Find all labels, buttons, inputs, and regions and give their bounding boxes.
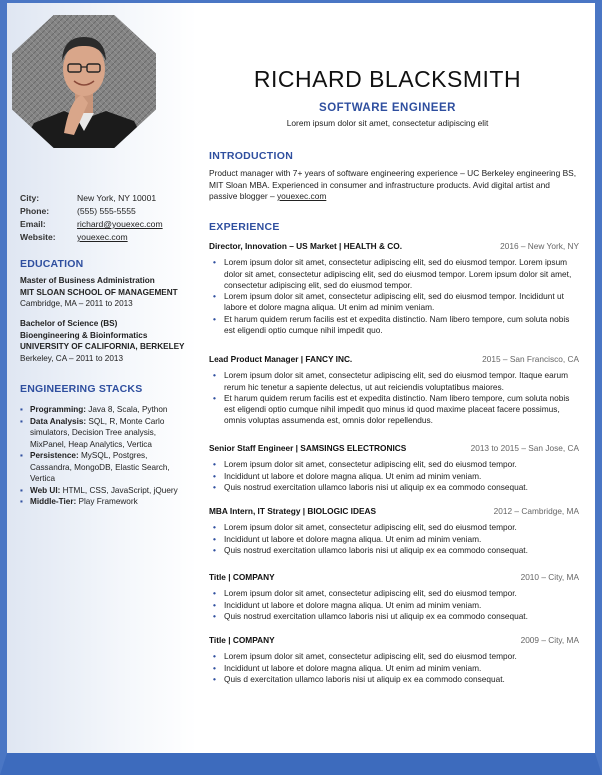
- experience-entry: [209, 506, 579, 556]
- school-location: Berkeley, CA – 2011 to 2013: [20, 353, 124, 363]
- list-item: • Quis nostrud exercitation ullamco laboris nisi ut aliquip ex ea commodo consequat.: [209, 545, 579, 556]
- contact-city: [20, 192, 163, 205]
- stack-text: MySQL, Postgres, Cassandra, MongoDB, Elastic Search, Vertica: [30, 451, 170, 483]
- position-meta: 2012 – Cambridge, MA: [493, 506, 579, 516]
- education-heading: EDUCATION: [20, 258, 84, 270]
- list-item: [20, 404, 188, 416]
- stack-label: Middle-Tier:: [30, 497, 77, 506]
- list-item: • Quis nostrud exercitation ullamco laboris nisi ut aliquip ex ea commodo consequat.: [209, 482, 579, 493]
- stacks-list: [20, 404, 188, 508]
- position-title: Title | COMPANY: [209, 635, 275, 645]
- contact-phone: [20, 205, 163, 218]
- stack-text: Play Framework: [76, 497, 138, 506]
- position-title: Senior Staff Engineer | SAMSINGS ELECTRONICS: [209, 443, 407, 453]
- intro-heading: INTRODUCTION: [209, 150, 294, 162]
- list-item: • Incididunt ut labore et dolore magna aliqua. Ut enim ad minim veniam.: [209, 471, 579, 482]
- stack-text: SQL, R, Monte Carlo simulators, Decision Tree analysis, MixPanel, Heap Analytics, Vertica: [30, 416, 165, 449]
- list-item: • Lorem ipsum dolor sit amet, consectetur adipiscing elit, sed do eiusmod tempor.: [209, 522, 579, 533]
- list-item: • Incididunt ut labore et dolore magna aliqua. Ut enim ad minim veniam.: [209, 534, 579, 545]
- education-entry: [20, 275, 190, 310]
- experience-heading: EXPERIENCE: [209, 221, 280, 233]
- degree: Master of Business Administration: [20, 276, 155, 285]
- website-link[interactable]: youexec.com: [77, 232, 128, 242]
- experience-entry: [209, 241, 579, 336]
- list-item: • Quis d exercitation ullamco laboris nisi ut aliquip ex ea commodo consequat.: [209, 674, 579, 685]
- intro-body: Product manager with 7+ years of software engineering experience – UC Berkeley engineering BS, MIT Sloan MBA. Experienced in consumer and infrastructure products. Avid digital artist and passive blogger –: [209, 168, 577, 201]
- list-item: • Incididunt ut labore et dolore magna aliqua. Ut enim ad minim veniam.: [209, 663, 579, 674]
- position-meta: 2013 to 2015 – San Jose, CA: [470, 443, 579, 453]
- list-item: [20, 416, 188, 451]
- stack-text: HTML, CSS, JavaScript, jQuery: [60, 485, 178, 495]
- list-item: [20, 496, 188, 508]
- contact-label: Website:: [20, 232, 56, 242]
- list-item: • Lorem ipsum dolor sit amet, consectetur adipiscing elit, sed do eiusmod tempor.: [209, 459, 579, 470]
- tagline: Lorem ipsum dolor sit amet, consectetur adipiscing elit: [286, 118, 489, 128]
- school: UNIVERSITY OF CALIFORNIA, BERKELEY: [20, 342, 185, 351]
- experience-entry: [209, 443, 579, 493]
- contact-info: [20, 192, 163, 244]
- position-meta: 2010 – City, MA: [520, 572, 579, 582]
- list-item: • Quis nostrud exercitation ullamco laboris nisi ut aliquip ex ea commodo consequat.: [209, 611, 579, 622]
- email-link[interactable]: richard@youexec.com: [77, 219, 163, 229]
- list-item: • Et harum quidem rerum facilis est et expedita distinctio. Nam libero tempore, cum soluta nobis est eligendi optio cumque nihil impedit quo minus id quod maxime placeat facere possimus, omnis voluptas assumenda est, omnis dolor repellendus.: [209, 393, 579, 427]
- contact-value: (555) 555-5555: [77, 206, 136, 216]
- list-item: [20, 450, 188, 485]
- contact-label: City:: [20, 193, 40, 203]
- list-item: • Incididunt ut labore et dolore magna aliqua. Ut enim ad minim veniam.: [209, 600, 579, 611]
- position-meta: 2015 – San Francisco, CA: [482, 354, 579, 364]
- list-item: • Lorem ipsum dolor sit amet, consectetur adipiscing elit, sed do eiusmod tempor.: [209, 651, 579, 662]
- school-location: Cambridge, MA – 2011 to 2013: [20, 299, 133, 308]
- candidate-name: RICHARD BLACKSMITH: [253, 66, 522, 92]
- contact-website: [20, 231, 163, 244]
- profile-photo: [12, 15, 156, 148]
- job-title: SOFTWARE ENGINEER: [319, 102, 456, 114]
- position-title: Director, Innovation – US Market | HEALTH & CO.: [209, 241, 403, 251]
- list-item: • Lorem ipsum dolor sit amet, consectetur adipiscing elit, sed do eiusmod tempor.: [209, 588, 579, 599]
- stack-label: Web UI:: [30, 485, 61, 495]
- education-entry: [20, 318, 190, 364]
- list-item: • Et harum quidem rerum facilis est et expedita distinctio. Nam libero tempore, cum soluta nobis est eligendi optio cumque nihil impedit quo.: [209, 314, 579, 337]
- experience-entry: [209, 635, 579, 685]
- list-item: • Lorem ipsum dolor sit amet, consectetur adipiscing elit, sed do eiusmod tempor. Lorem ipsum dolor sit amet, consectetur adipiscing elit, sed do eiusmod tempor. Lorem ipsum dolor sit amet, consectetur adipiscing elit, sed do eiusmod tempor.: [209, 257, 579, 291]
- contact-label: Phone:: [20, 206, 50, 216]
- position-title: Lead Product Manager | FANCY INC.: [209, 354, 353, 364]
- stack-label: Persistence:: [30, 451, 79, 460]
- degree: Bachelor of Science (BS): [20, 319, 118, 328]
- contact-email: [20, 218, 163, 231]
- position-title: Title | COMPANY: [209, 572, 275, 582]
- list-item: • Lorem ipsum dolor sit amet, consectetur adipiscing elit, sed do eiusmod tempor. Itaque earum rerum hic tenetur a sapiente delectus, ut aut reiciendis voluptatibus maiores.: [209, 370, 579, 393]
- experience-entry: [209, 354, 579, 427]
- major: Bioengineering & Bioinformatics: [20, 330, 148, 340]
- contact-label: Email:: [20, 219, 46, 229]
- stack-label: Data Analysis:: [30, 416, 87, 426]
- position-title: MBA Intern, IT Strategy | BIOLOGIC IDEAS: [209, 506, 377, 516]
- contact-value: New York, NY 10001: [77, 193, 157, 203]
- stack-text: Java 8, Scala, Python: [85, 405, 168, 414]
- position-meta: 2016 – New York, NY: [500, 241, 579, 251]
- stack-label: Programming:: [30, 405, 86, 414]
- list-item: • Lorem ipsum dolor sit amet, consectetur adipiscing elit, sed do eiusmod tempor. Incididunt ut labore et dolore magna aliqua. Ut enim ad minim veniam.: [209, 291, 579, 314]
- stacks-heading: ENGINEERING STACKS: [20, 383, 143, 395]
- experience-entry: [209, 572, 579, 622]
- school: MIT SLOAN SCHOOL OF MANAGEMENT: [20, 287, 178, 297]
- list-item: [20, 485, 188, 497]
- intro-text: [209, 168, 579, 203]
- position-meta: 2009 – City, MA: [520, 635, 579, 645]
- portrait-image: [12, 15, 156, 148]
- blog-link[interactable]: youexec.com: [276, 191, 327, 201]
